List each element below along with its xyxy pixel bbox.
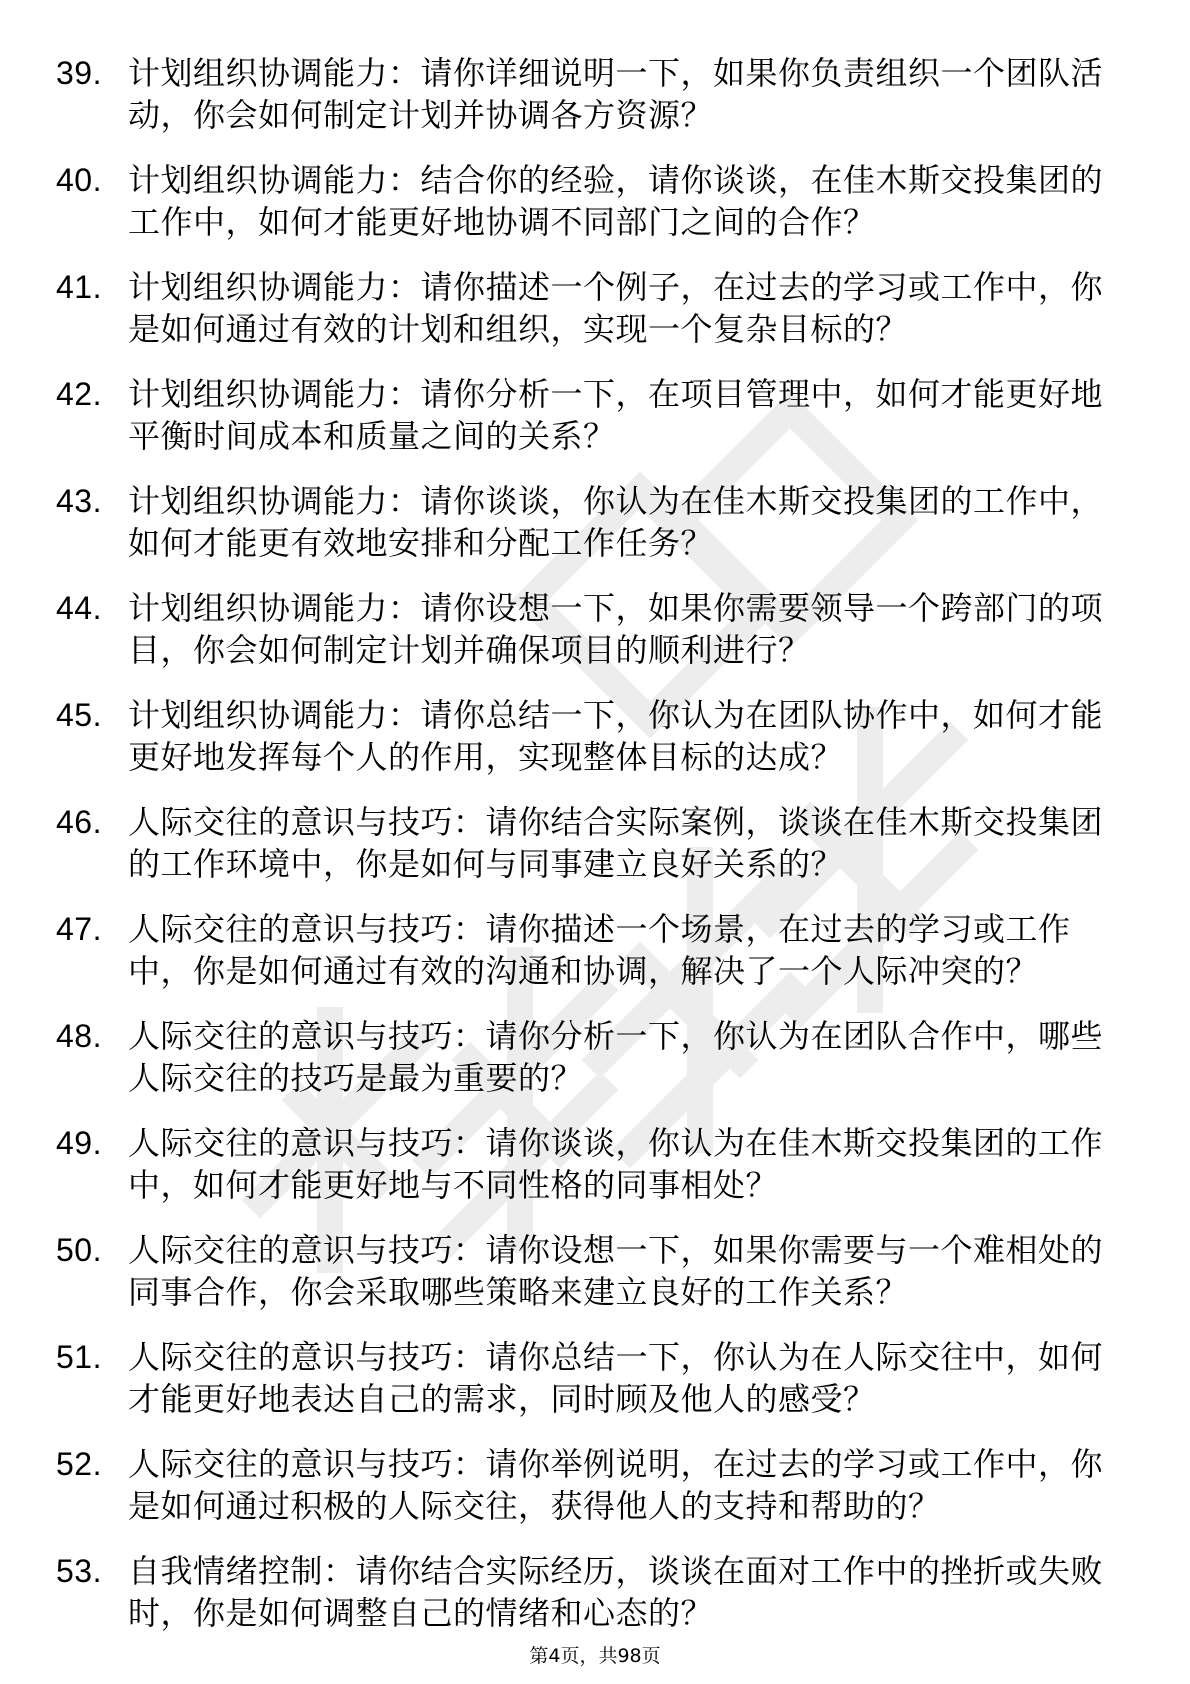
question-text: 计划组织协调能力：请你总结一下，你认为在团队协作中，如何才能更好地发挥每个人的作用，实现整体目标的达成？ bbox=[128, 696, 1104, 776]
question-text: 计划组织协调能力：请你描述一个例子，在过去的学习或工作中，你是如何通过有效的计划和组织，实现一个复杂目标的？ bbox=[128, 268, 1104, 348]
question-number: 43. bbox=[56, 483, 102, 519]
question-item bbox=[0, 1336, 1190, 1420]
question-item bbox=[0, 480, 1190, 564]
question-item bbox=[0, 694, 1190, 778]
question-number: 44. bbox=[56, 590, 102, 626]
question-number: 39. bbox=[56, 55, 102, 91]
question-list bbox=[0, 52, 1190, 1657]
question-text: 人际交往的意识与技巧：请你分析一下，你认为在团队合作中，哪些人际交往的技巧是最为重要的？ bbox=[128, 1017, 1104, 1097]
question-text: 计划组织协调能力：请你分析一下，在项目管理中，如何才能更好地平衡时间成本和质量之间的关系？ bbox=[128, 375, 1104, 455]
question-item bbox=[0, 159, 1190, 243]
question-item bbox=[0, 1443, 1190, 1527]
question-number: 51. bbox=[56, 1339, 102, 1375]
question-number: 52. bbox=[56, 1446, 102, 1482]
question-number: 42. bbox=[56, 376, 102, 412]
question-text: 计划组织协调能力：请你设想一下，如果你需要领导一个跨部门的项目，你会如何制定计划并确保项目的顺利进行？ bbox=[128, 589, 1104, 669]
question-number: 47. bbox=[56, 911, 102, 947]
question-item bbox=[0, 1015, 1190, 1099]
question-number: 45. bbox=[56, 697, 102, 733]
question-item bbox=[0, 1229, 1190, 1313]
question-text: 人际交往的意识与技巧：请你举例说明，在过去的学习或工作中，你是如何通过积极的人际交往，获得他人的支持和帮助的？ bbox=[128, 1445, 1104, 1525]
question-number: 53. bbox=[56, 1553, 102, 1589]
question-text: 人际交往的意识与技巧：请你设想一下，如果你需要与一个难相处的同事合作，你会采取哪些策略来建立良好的工作关系？ bbox=[128, 1231, 1104, 1311]
question-number: 49. bbox=[56, 1125, 102, 1161]
question-item bbox=[0, 266, 1190, 350]
question-item bbox=[0, 1122, 1190, 1206]
question-text: 自我情绪控制：请你结合实际经历，谈谈在面对工作中的挫折或失败时，你是如何调整自己的情绪和心态的？ bbox=[128, 1552, 1104, 1632]
question-text: 计划组织协调能力：请你谈谈，你认为在佳木斯交投集团的工作中，如何才能更有效地安排和分配工作任务？ bbox=[128, 482, 1104, 562]
question-item bbox=[0, 373, 1190, 457]
question-number: 48. bbox=[56, 1018, 102, 1054]
question-text: 人际交往的意识与技巧：请你谈谈，你认为在佳木斯交投集团的工作中，如何才能更好地与不同性格的同事相处？ bbox=[128, 1124, 1104, 1204]
question-text: 计划组织协调能力：请你详细说明一下，如果你负责组织一个团队活动，你会如何制定计划并协调各方资源？ bbox=[128, 54, 1104, 134]
question-number: 40. bbox=[56, 162, 102, 198]
question-text: 人际交往的意识与技巧：请你结合实际案例，谈谈在佳木斯交投集团的工作环境中，你是如何与同事建立良好关系的？ bbox=[128, 803, 1104, 883]
question-item bbox=[0, 801, 1190, 885]
question-text: 人际交往的意识与技巧：请你描述一个场景，在过去的学习或工作中，你是如何通过有效的沟通和协调，解决了一个人际冲突的？ bbox=[128, 910, 1071, 990]
question-item bbox=[0, 587, 1190, 671]
question-number: 41. bbox=[56, 269, 102, 305]
question-number: 50. bbox=[56, 1232, 102, 1268]
question-item bbox=[0, 1550, 1190, 1634]
question-text: 人际交往的意识与技巧：请你总结一下，你认为在人际交往中，如何才能更好地表达自己的需求，同时顾及他人的感受？ bbox=[128, 1338, 1104, 1418]
question-item bbox=[0, 908, 1190, 992]
question-item bbox=[0, 52, 1190, 136]
page-footer: 第4页，共98页 bbox=[529, 1645, 661, 1667]
question-text: 计划组织协调能力：结合你的经验，请你谈谈，在佳木斯交投集团的工作中，如何才能更好地协调不同部门之间的合作？ bbox=[128, 161, 1104, 241]
question-number: 46. bbox=[56, 804, 102, 840]
